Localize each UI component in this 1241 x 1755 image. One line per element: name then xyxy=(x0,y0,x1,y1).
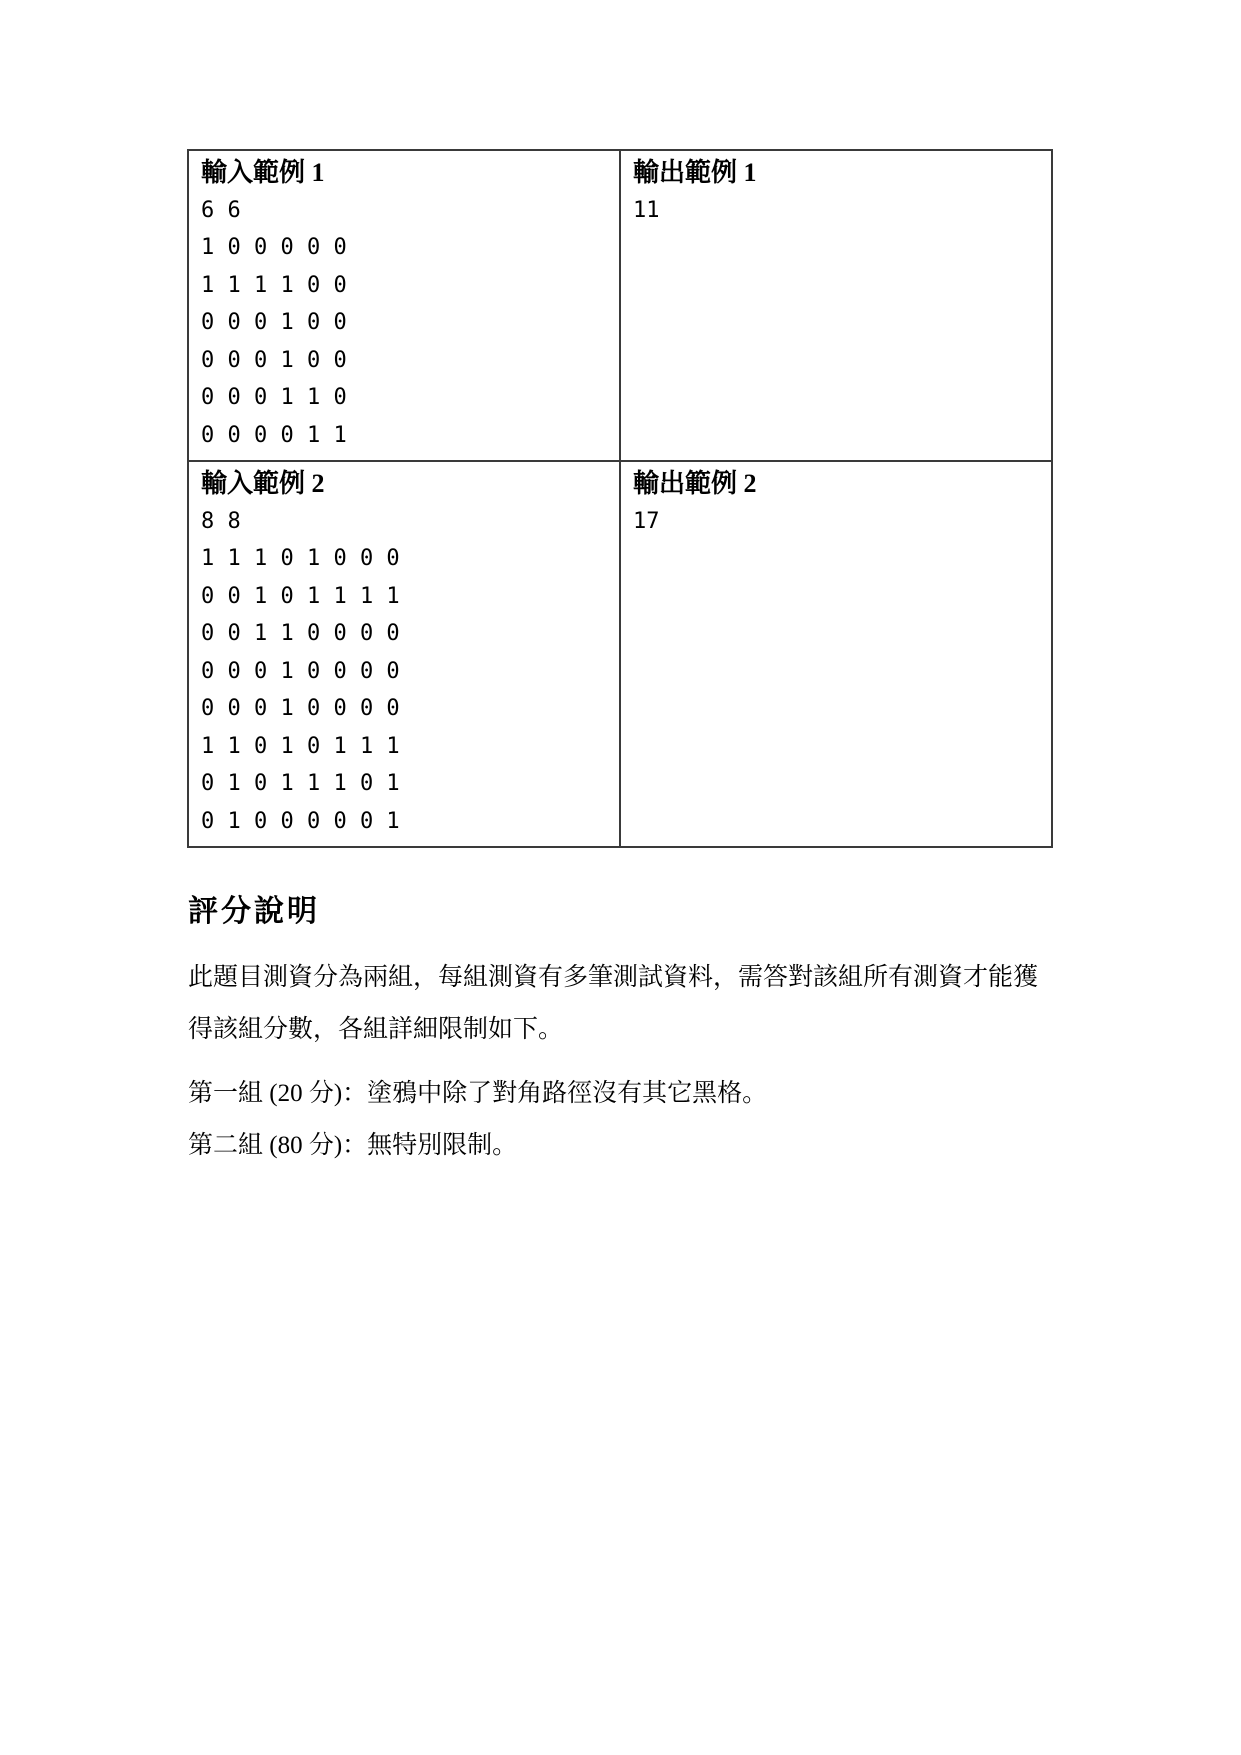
scoring-paragraph-line: 得該組分數，各組詳細限制如下。 xyxy=(188,1016,564,1043)
page-content xyxy=(187,149,1053,1172)
scoring-group-line: 第一組 (20 分)：塗鴉中除了對角路徑沒有其它黑格。 xyxy=(188,1080,768,1107)
input-grid-line: 0 0 0 1 0 0 0 0 xyxy=(201,696,400,721)
input-grid-line: 1 1 0 1 0 1 1 1 xyxy=(201,733,400,759)
examples-table xyxy=(187,149,1053,848)
input-grid-line: 1 1 1 1 0 0 xyxy=(201,272,347,298)
input-grid-2 xyxy=(201,503,607,841)
input-cell-2 xyxy=(188,461,620,847)
output-cell-2 xyxy=(620,461,1052,847)
output-title-2: 輸出範例 2 xyxy=(633,469,757,498)
input-grid-1 xyxy=(201,192,607,455)
scoring-group-line: 第二組 (80 分)：無特別限制。 xyxy=(188,1132,518,1159)
input-grid-line: 0 1 0 1 1 1 0 1 xyxy=(201,771,400,796)
example-row-1 xyxy=(188,150,1052,461)
input-grid-line: 0 0 1 1 0 0 0 0 xyxy=(201,621,400,646)
scoring-paragraph xyxy=(188,952,1053,1056)
input-grid-line: 0 0 0 1 0 0 0 0 xyxy=(201,658,400,684)
input-title-1: 輸入範例 1 xyxy=(201,158,325,187)
scoring-paragraph-line: 此題目測資分為兩組，每組測資有多筆測試資料，需答對該組所有測資才能獲 xyxy=(188,964,1039,991)
input-grid-line: 0 0 0 1 1 0 xyxy=(201,385,347,410)
input-grid-line: 1 0 0 0 0 0 xyxy=(201,235,347,260)
input-grid-line: 0 0 0 1 0 0 xyxy=(201,347,347,373)
output-value-2: 17 xyxy=(633,508,660,534)
scoring-group-list xyxy=(188,1068,1053,1172)
input-cell-1 xyxy=(188,150,620,461)
input-grid-line: 8 8 xyxy=(201,508,241,534)
input-grid-line: 1 1 1 0 1 0 0 0 xyxy=(201,546,400,571)
input-grid-line: 0 0 0 0 1 1 xyxy=(201,422,347,448)
scoring-section-heading: 評分說明 xyxy=(188,895,320,928)
output-value-1: 11 xyxy=(633,197,660,223)
output-cell-1 xyxy=(620,150,1052,461)
output-title-1: 輸出範例 1 xyxy=(633,158,757,187)
input-grid-line: 0 0 0 1 0 0 xyxy=(201,310,347,335)
input-grid-line: 0 0 1 0 1 1 1 1 xyxy=(201,583,400,609)
example-row-2 xyxy=(188,461,1052,847)
input-grid-line: 0 1 0 0 0 0 0 1 xyxy=(201,808,400,834)
input-grid-line: 6 6 xyxy=(201,197,241,223)
input-title-2: 輸入範例 2 xyxy=(201,469,325,498)
